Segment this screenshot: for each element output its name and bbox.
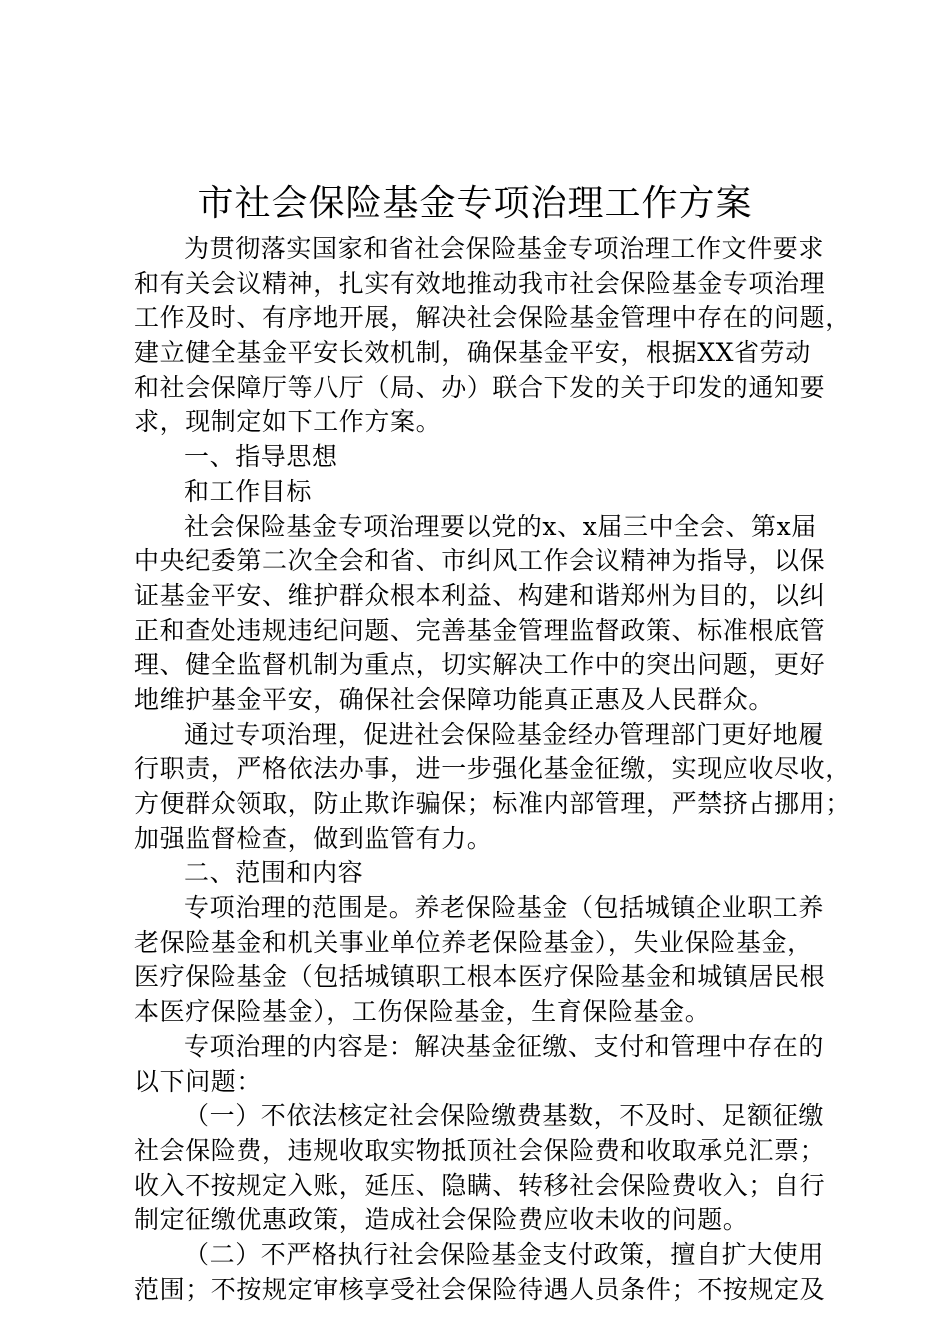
paragraph xyxy=(134,1238,834,1307)
text-line: 和有关会议精神，扎实有效地推动我市社会保险基金专项治理 xyxy=(134,268,826,298)
text-line: 建立健全基金平安长效机制，确保基金平安，根据XX省劳动 xyxy=(134,338,811,368)
text-line: 本医疗保险基金），工伤保险基金，生育保险基金。 xyxy=(134,997,711,1027)
text-line: 通过专项治理，促进社会保险基金经办管理部门更好地履 xyxy=(184,719,825,749)
text-line: 医疗保险基金（包括城镇职工根本医疗保险基金和城镇居民根 xyxy=(134,962,826,992)
text-line: 和工作目标 xyxy=(184,476,313,506)
text-line: 范围；不按规定审核享受社会保险待遇人员条件；不按规定及 xyxy=(134,1274,826,1304)
text-line: 地维护基金平安，确保社会保障功能真正惠及人民群众。 xyxy=(134,684,775,714)
text-line: 工作及时、有序地开展，解决社会保险基金管理中存在的问题， xyxy=(134,303,851,333)
text-line: 证基金平安、维护群众根本利益、构建和谐郑州为目的，以纠 xyxy=(134,580,826,610)
text-line: 正和查处违规违纪问题、完善基金管理监督政策、标准根底管 xyxy=(134,615,826,645)
text-line: 专项治理的内容是：解决基金征缴、支付和管理中存在的 xyxy=(184,1031,825,1061)
paragraph xyxy=(134,232,851,440)
text-line: 为贯彻落实国家和省社会保险基金专项治理工作文件要求 xyxy=(184,234,825,263)
text-line: （二）不严格执行社会保险基金支付政策，擅自扩大使用 xyxy=(184,1239,825,1269)
paragraph xyxy=(134,1099,834,1238)
text-line: 老保险基金和机关事业单位养老保险基金），失业保险基金， xyxy=(134,927,813,957)
paragraph xyxy=(134,440,834,475)
text-line: 一、指导思想 xyxy=(184,442,338,472)
text-line: 制定征缴优惠政策，造成社会保险费应收未收的问题。 xyxy=(134,1205,749,1235)
text-line: 以下问题： xyxy=(134,1066,263,1096)
text-line: 方便群众领取，防止欺诈骗保；标准内部管理，严禁挤占挪用； xyxy=(134,789,851,818)
paragraph xyxy=(134,475,834,510)
document-title: 市社会保险基金专项治理工作方案 xyxy=(197,183,753,224)
text-line: 求，现制定如下工作方案。 xyxy=(134,407,442,437)
text-line: 和社会保障厅等八厅（局、办）联合下发的关于印发的通知要 xyxy=(134,372,826,402)
text-line: 理、健全监督机制为重点，切实解决工作中的突出问题，更好 xyxy=(134,650,826,680)
text-line: 行职责，严格依法办事，进一步强化基金征缴，实现应收尽收， xyxy=(134,754,851,784)
text-line: （一）不依法核定社会保险缴费基数，不及时、足额征缴 xyxy=(184,1101,825,1131)
paragraph xyxy=(134,718,851,857)
text-line: 中央纪委第二次全会和省、市纠风工作会议精神为指导，以保 xyxy=(134,546,826,576)
text-line: 社会保险费，违规收取实物抵顶社会保险费和收取承兑汇票； xyxy=(134,1135,826,1165)
text-line: 专项治理的范围是。养老保险基金（包括城镇企业职工养 xyxy=(184,893,825,923)
paragraph xyxy=(134,510,834,718)
text-line: 社会保险基金专项治理要以党的x、x届三中全会、第x届 xyxy=(184,511,817,541)
paragraph xyxy=(134,891,834,1030)
text-line: 二、范围和内容 xyxy=(184,858,364,888)
paragraph xyxy=(134,1030,834,1099)
text-line: 加强监督检查，做到监管有力。 xyxy=(134,823,493,853)
paragraph xyxy=(134,856,834,891)
text-line: 收入不按规定入账，延压、隐瞒、转移社会保险费收入；自行 xyxy=(134,1170,826,1200)
document-body xyxy=(134,232,851,1307)
